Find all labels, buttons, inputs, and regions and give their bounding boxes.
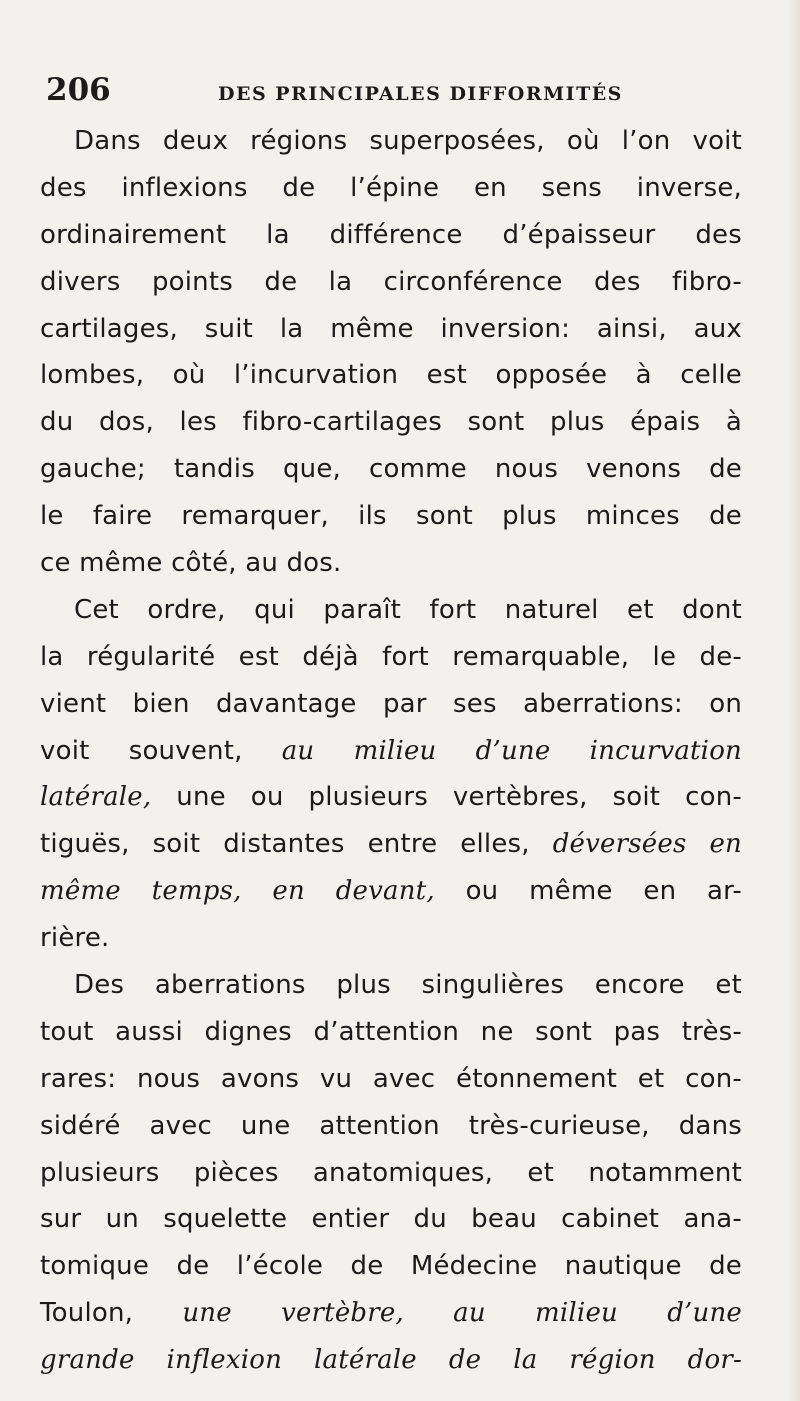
paragraph-3 <box>40 962 742 1384</box>
paragraph-1 <box>40 118 742 587</box>
italic-run: déversées en <box>552 829 743 860</box>
italic-run: au milieu d’une incurvation <box>281 735 742 766</box>
body-text <box>40 118 742 1384</box>
text-line <box>40 868 742 915</box>
text-line: lombes, où l’incurvation est opposée à celle <box>40 360 742 391</box>
text-run: ou même en ar- <box>465 876 742 907</box>
page-edge <box>788 0 800 1401</box>
text-run: Toulon, <box>40 1298 183 1329</box>
italic-run: grande inflexion latérale de la région dor- <box>40 1345 742 1376</box>
italic-run: une vertèbre, au milieu d’une <box>182 1298 742 1329</box>
text-line: la régularité est déjà fort remarquable, le de- <box>40 641 742 672</box>
text-line: Cet ordre, qui paraît fort naturel et dont <box>74 594 742 625</box>
text-line: plusieurs pièces anatomiques, et notamment <box>40 1157 742 1188</box>
text-line: gauche; tandis que, comme nous venons de <box>40 454 742 485</box>
text-line: Des aberrations plus singulières encore et <box>74 970 742 1001</box>
running-head: DES PRINCIPALES DIFFORMITÉS <box>218 83 623 105</box>
text-line: cartilages, suit la même inversion: ainsi, aux <box>40 313 742 344</box>
text-line: sur un squelette entier du beau cabinet ana- <box>40 1204 742 1235</box>
text-line: ce même côté, au dos. <box>40 548 342 579</box>
text-line: tomique de l’école de Médecine nautique de <box>40 1251 742 1282</box>
text-line: du dos, les fibro-cartilages sont plus épais à <box>40 407 742 438</box>
text-line: ordinairement la différence d’épaisseur des <box>40 219 742 250</box>
text-run: tiguës, soit distantes entre elles, <box>40 829 553 860</box>
italic-run: même temps, en devant, <box>40 876 466 907</box>
text-run: une ou plusieurs vertèbres, soit con- <box>176 782 742 813</box>
page-number: 206 <box>46 72 111 108</box>
text-line <box>40 774 742 821</box>
text-line <box>40 728 742 775</box>
text-line: le faire remarquer, ils sont plus minces de <box>40 501 742 532</box>
text-line: des inflexions de l’épine en sens inverse, <box>40 172 742 203</box>
italic-run: latérale, <box>40 782 177 813</box>
page-header <box>46 72 760 112</box>
text-run: voit souvent, <box>40 735 282 766</box>
text-line: rares: nous avons vu avec étonnement et con- <box>40 1063 742 1094</box>
text-line: rière. <box>40 923 110 954</box>
text-line: vient bien davantage par ses aberrations: on <box>40 688 742 719</box>
text-line: tout aussi dignes d’attention ne sont pas très- <box>40 1016 742 1047</box>
text-line <box>40 1290 742 1337</box>
text-line: divers points de la circonférence des fibro- <box>40 266 742 297</box>
paragraph-2 <box>40 587 742 962</box>
text-line <box>40 821 742 868</box>
text-line <box>40 1337 742 1384</box>
text-line: sidéré avec une attention très-curieuse, dans <box>40 1110 742 1141</box>
text-line: Dans deux régions superposées, où l’on voit <box>74 126 742 156</box>
